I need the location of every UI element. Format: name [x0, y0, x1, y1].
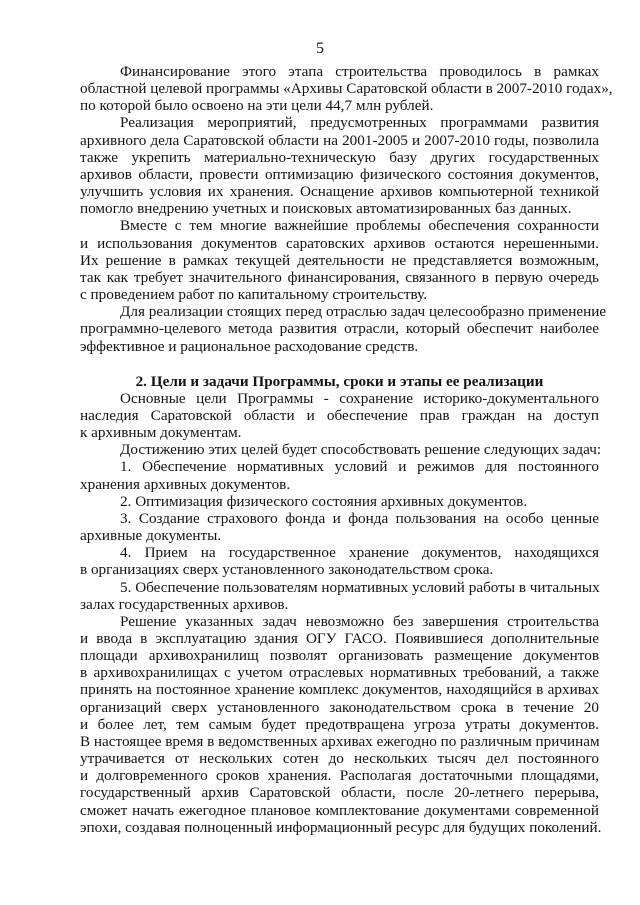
- text-line: и использования документов саратовских архивов остаются нерешенными.: [80, 234, 599, 252]
- text-line: Вместе с тем многие важнейшие проблемы обеспечения сохранности: [120, 217, 599, 235]
- text-line: к архивным документам.: [80, 424, 242, 442]
- text-line: Решение указанных задач невозможно без завершения строительства: [120, 612, 599, 630]
- text-line: 3. Создание страхового фонда и фонда пользования на особо ценные: [120, 509, 599, 527]
- paragraph: [80, 544, 599, 578]
- text-line: Достижению этих целей будет способствовать решение следующих задач:: [120, 441, 602, 459]
- text-line: Реализация мероприятий, предусмотренных программами развития: [120, 114, 599, 132]
- page-number: 5: [316, 40, 324, 57]
- text-line: 2. Оптимизация физического состояния архивных документов.: [120, 492, 528, 510]
- section-heading: 2. Цели и задачи Программы, сроки и этапы ее реализации: [135, 372, 544, 390]
- text-line: в архивохранилищах с учетом отраслевых нормативных требований, а также: [80, 664, 599, 682]
- paragraph: [80, 579, 599, 613]
- text-line: Их решение в рамках текущей деятельности не представляется возможным,: [80, 251, 599, 269]
- text-line: архивного дела Саратовской области на 2001-2005 и 2007-2010 годы, позволила: [80, 131, 599, 149]
- text-line: В настоящее время в ведомственных архивах ежегодно по различным причинам: [80, 732, 600, 750]
- text-line: наследия Саратовской области и обеспечение прав граждан на доступ: [80, 406, 599, 424]
- text-line: площади архивохранилищ позволят организовать размещение документов: [80, 647, 599, 665]
- text-line: областной целевой программы «Архивы Саратовской области в 2007-2010 годах»,: [80, 80, 613, 98]
- text-line: Основные цели Программы - сохранение историко-документального: [120, 389, 599, 407]
- text-line: также укрепить материально-техническую базу других государственных: [80, 148, 599, 166]
- text-line: с проведением работ по капитальному строительству.: [80, 286, 427, 304]
- text-line: эпохи, создавая полноценный информационный ресурс для будущих поколений.: [80, 818, 602, 836]
- text-line: утрачивается от нескольких сотен до нескольких тысяч дел постоянного: [80, 750, 599, 768]
- text-line: организаций сверх установленного законодательством срока в течение 20: [80, 698, 599, 716]
- text-line: сможет начать ежегодное плановое комплектование документами современной: [80, 801, 599, 819]
- text-line: залах государственных архивов.: [80, 595, 289, 613]
- text-line: помогло внедрению учетных и поисковых автоматизированных баз данных.: [80, 200, 572, 218]
- paragraph: [80, 493, 599, 510]
- paragraph: [80, 390, 599, 441]
- text-line: и более лет, тем самым будет предотвращена угроза утраты документов.: [80, 715, 599, 733]
- text-line: по которой было освоено на эти цели 44,7 млн рублей.: [80, 97, 434, 115]
- text-line: и ввода в эксплуатацию здания ОГУ ГАСО. Появившиеся дополнительные: [80, 630, 599, 647]
- paragraph: [80, 441, 602, 459]
- text-line: так как требует значительного финансирования, связанного в первую очередь: [80, 268, 599, 286]
- text-line: программно-целевого метода развития отрасли, который обеспечит наиболее: [80, 320, 599, 338]
- text-line: принять на постоянное хранение комплекс документов, находящийся в архивах: [80, 681, 599, 699]
- paragraph: [80, 458, 599, 492]
- text-line: хранения архивных документов.: [80, 475, 291, 493]
- paragraph: [80, 63, 613, 115]
- text-line: в организациях сверх установленного законодательством срока.: [80, 561, 494, 579]
- text-line: Для реализации стоящих перед отраслью задач целесообразно применение: [120, 303, 607, 321]
- text-line: эффективное и рациональное расходование средств.: [80, 337, 419, 355]
- text-line: и долговременного сроков хранения. Располагая достаточными площадями,: [80, 767, 599, 785]
- text-line: 4. Прием на государственное хранение документов, находящихся: [120, 544, 599, 562]
- document-body: [80, 63, 613, 836]
- text-line: Финансирование этого этапа строительства проводилось в рамках: [120, 63, 599, 80]
- text-line: архивов области, провести оптимизацию физического состояния документов,: [80, 165, 599, 183]
- paragraph: [80, 217, 599, 303]
- paragraph: [80, 303, 607, 355]
- text-line: 1. Обеспечение нормативных условий и режимов для постоянного: [120, 458, 599, 476]
- paragraph: [80, 612, 602, 836]
- text-line: улучшить условия их хранения. Оснащение архивов компьютерной техникой: [80, 183, 599, 201]
- paragraph: [80, 114, 599, 217]
- text-line: государственный архив Саратовской области, после 20-летнего перерыва,: [80, 784, 599, 802]
- text-line: 5. Обеспечение пользователям нормативных условий работы в читальных: [120, 578, 600, 596]
- paragraph: [80, 510, 599, 544]
- text-line: архивные документы.: [80, 527, 222, 545]
